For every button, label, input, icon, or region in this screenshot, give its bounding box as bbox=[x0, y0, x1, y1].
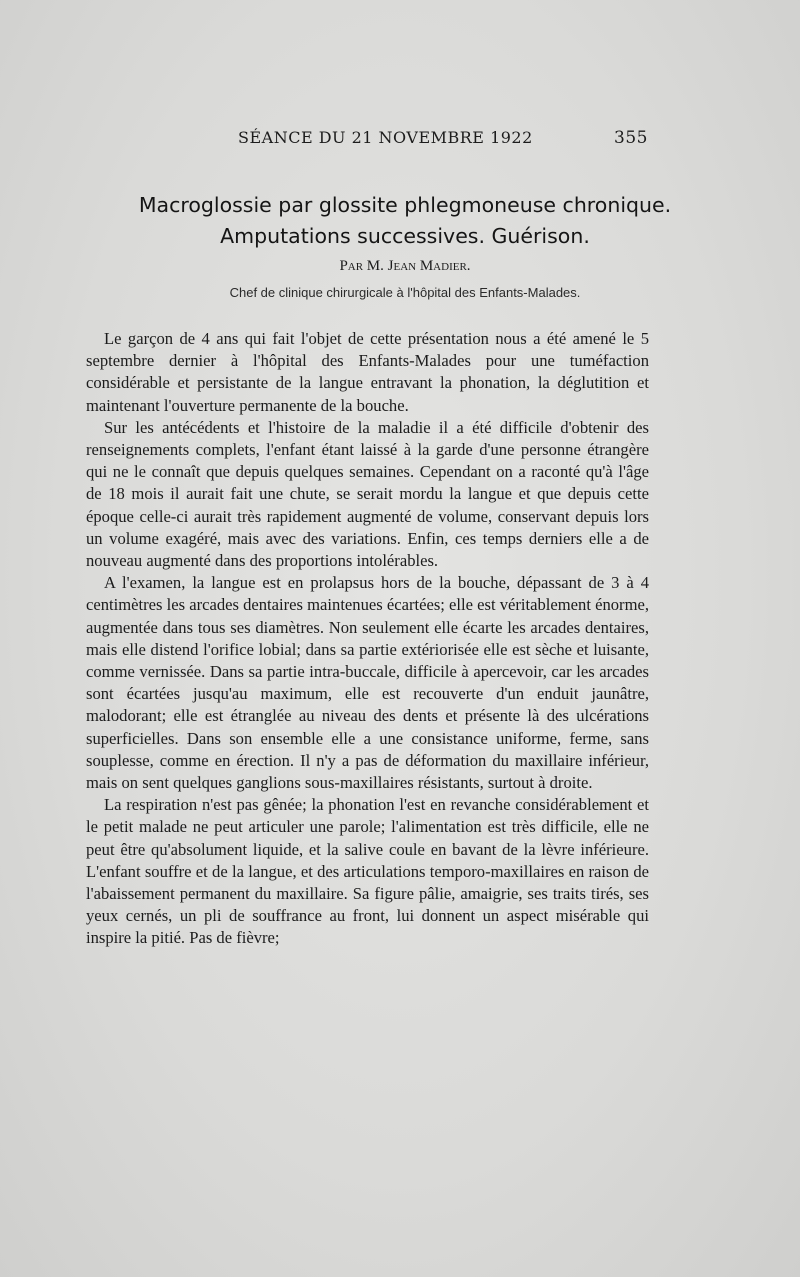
paragraph-4: La respiration n'est pas gênée; la phonation l'est en revanche considérablement et le petit malade ne peut articuler une parole; l'alimentation est très difficile, elle ne peut être qu'absolument liquide, et la salive coule en bavant de la lèvre inférieure. L'enfant souffre et de la langue, et des articulations temporo-maxillaires en raison de l'abaissement permanent du maxillaire. Sa figure pâlie, amaigrie, ses traits tirés, ses yeux cernés, un pli de souffrance au front, lui donnent un aspect misérable qui inspire la pitié. Pas de fièvre; bbox=[86, 795, 649, 948]
author-affiliation: Chef de clinique chirurgicale à l'hôpital des Enfants-Malades. bbox=[229, 285, 581, 300]
article-body bbox=[86, 328, 649, 950]
paragraph-1: Le garçon de 4 ans qui fait l'objet de cette présentation nous a été amené le 5 septembre dernier à l'hôpital des Enfants-Malades pour une tuméfaction considérable et persistante de la langue entravant la phonation, la déglutition et maintenant l'ouverture permanente de la bouche. bbox=[86, 329, 649, 415]
running-head-title: SÉANCE DU 21 NOVEMBRE 1922 bbox=[238, 128, 533, 147]
running-head bbox=[238, 128, 648, 152]
paragraph-3: A l'examen, la langue est en prolapsus hors de la bouche, dépassant de 3 à 4 centimètres les arcades dentaires maintenues écartées; elle est véritablement énorme, augmentée dans tous ses diamètres. Non seulement elle écarte les arcades dentaires, mais elle distend l'orifice lobial; dans sa partie extériorisée elle est sèche et luisante, comme vernissée. Dans sa partie intra-buccale, difficile à apercevoir, car les arcades sont écartées jusqu'au maximum, elle est recouverte d'un enduit jaunâtre, malodorant; elle est étranglée au niveau des dents et présente là des ulcérations superficielles. Dans son ensemble elle a une consistance uniforme, ferme, sans souplesse, comme en érection. Il n'y a pas de déformation du maxillaire inférieur, mais on sent quelques ganglions sous-maxillaires résistants, surtout à droite. bbox=[86, 573, 649, 793]
article-title-line-2: Amputations successives. Guérison. bbox=[220, 224, 590, 248]
article-title bbox=[90, 190, 720, 252]
paragraph-2: Sur les antécédents et l'histoire de la maladie il a été difficile d'obtenir des renseignements complets, l'enfant étant laissé à la garde d'une personne étrangère qui ne le connaît que depuis quelques semaines. Cependant on a raconté qu'à l'âge de 18 mois il aurait fait une chute, se serait mordu la langue et que depuis cette époque celle-ci aurait très rapidement augmenté de volume, conservant depuis lors un volume exagéré, mais avec des variations. Enfin, ces temps derniers elle a de nouveau augmenté dans des proportions intolérables. bbox=[86, 417, 649, 571]
article-title-line-1: Macroglossie par glossite phlegmoneuse chronique. bbox=[138, 193, 672, 217]
page-number: 355 bbox=[614, 128, 648, 148]
article-author: Par M. Jean Madier. bbox=[339, 258, 471, 274]
